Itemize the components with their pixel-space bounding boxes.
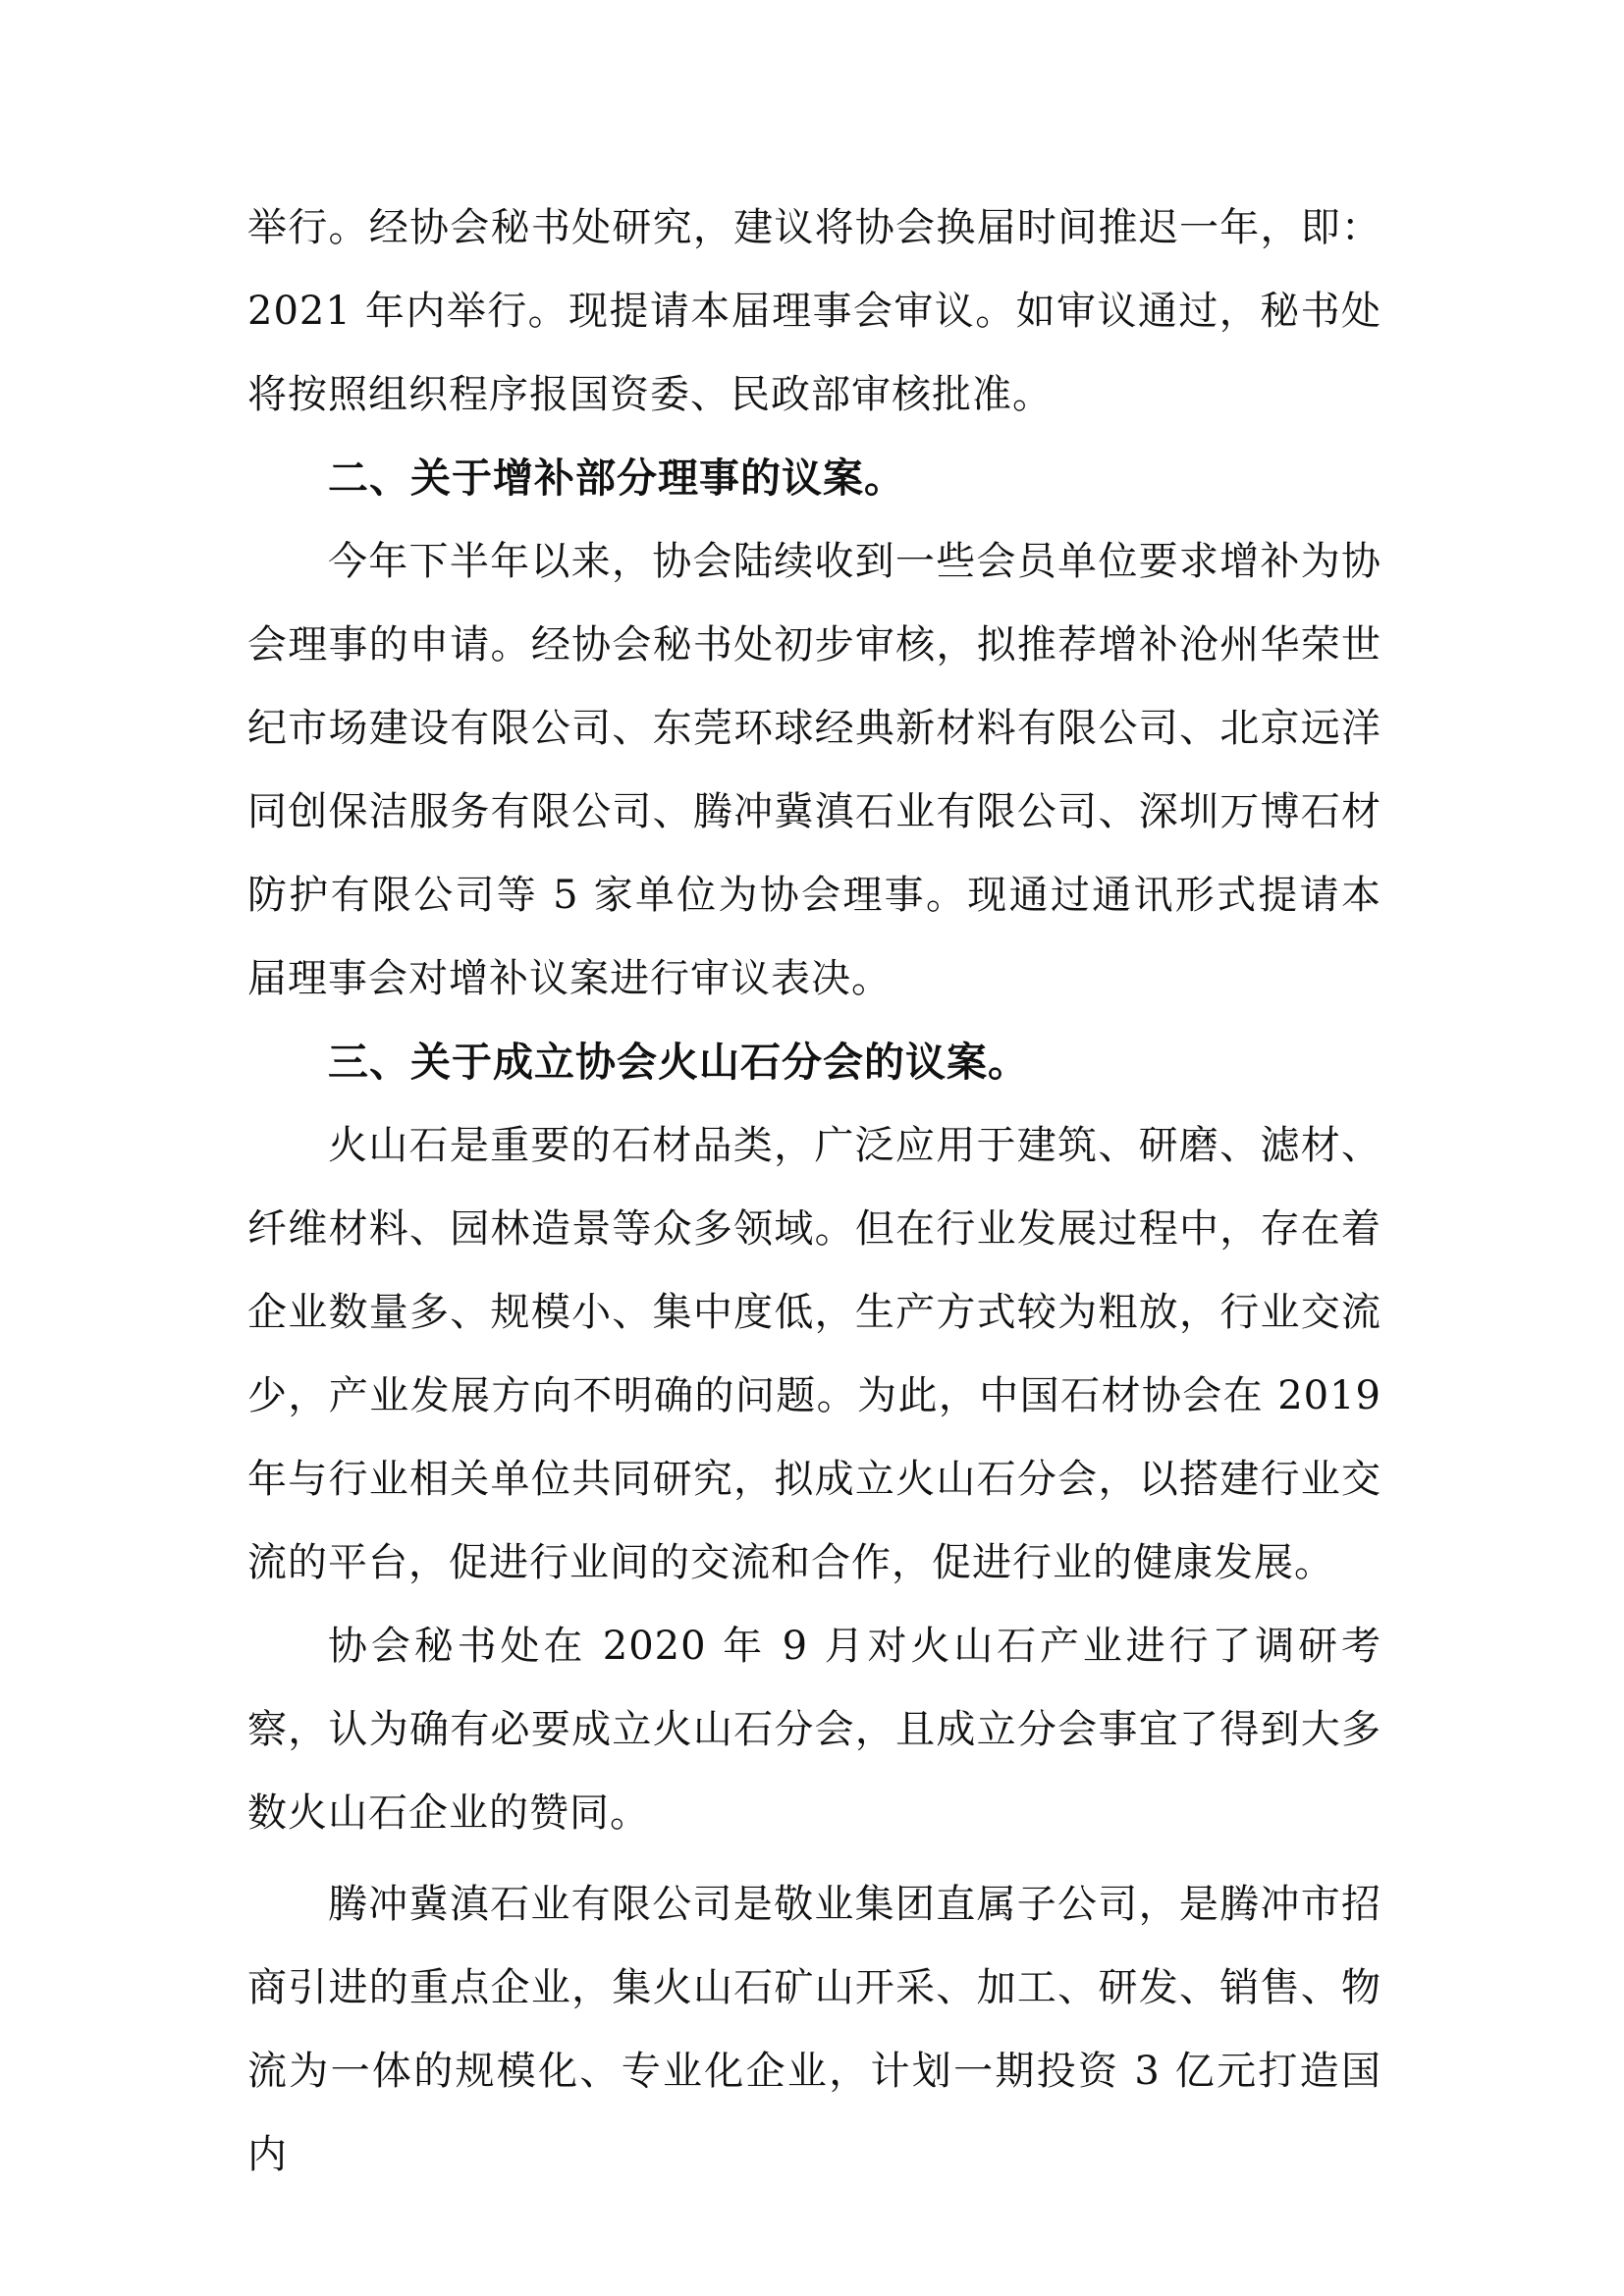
paragraph-postpone-election: 举行。经协会秘书处研究，建议将协会换届时间推迟一年，即：2021 年内举行。现提请本届理事会审议。如审议通过，秘书处将按照组织程序报国资委、民政部审核批准。: [247, 205, 1381, 417]
section-heading-volcanic-stone-branch: 三、关于成立协会火山石分会的议案。: [328, 1039, 1029, 1086]
document-body: [247, 187, 1381, 2197]
paragraph-spacer: [247, 1855, 1381, 1863]
paragraph-add-directors: 今年下半年以来，协会陆续收到一些会员单位要求增补为协会理事的申请。经协会秘书处初步审核，拟推荐增补沧州华荣世纪市场建设有限公司、东莞环球经典新材料有限公司、北京远洋同创保洁服务有限公司、腾冲冀滇石业有限公司、深圳万博石材防护有限公司等 5 家单位为协会理事。现通过通讯形式提请本届理事会对增补议案进行审议表决。: [247, 539, 1381, 1001]
paragraph-tengchong-company: 腾冲冀滇石业有限公司是敬业集团直属子公司，是腾冲市招商引进的重点企业，集火山石矿山开采、加工、研发、销售、物流为一体的规模化、专业化企业，计划一期投资 3 亿元打造国内: [247, 1882, 1381, 2177]
section-heading-add-directors: 二、关于增补部分理事的议案。: [328, 454, 905, 502]
paragraph-volcanic-stone-intro: 火山石是重要的石材品类，广泛应用于建筑、研磨、滤材、纤维材料、园林造景等众多领域。但在行业发展过程中，存在着企业数量多、规模小、集中度低，生产方式较为粗放，行业交流少，产业发展方向不明确的问题。为此，中国石材协会在 2019 年与行业相关单位共同研究，拟成立火山石分会，以搭建行业交流的平台，促进行业间的交流和合作，促进行业的健康发展。: [247, 1123, 1381, 1585]
paragraph-secretariat-survey: 协会秘书处在 2020 年 9 月对火山石产业进行了调研考察，认为确有必要成立火山石分会，且成立分会事宜了得到大多数火山石企业的赞同。: [247, 1624, 1381, 1836]
